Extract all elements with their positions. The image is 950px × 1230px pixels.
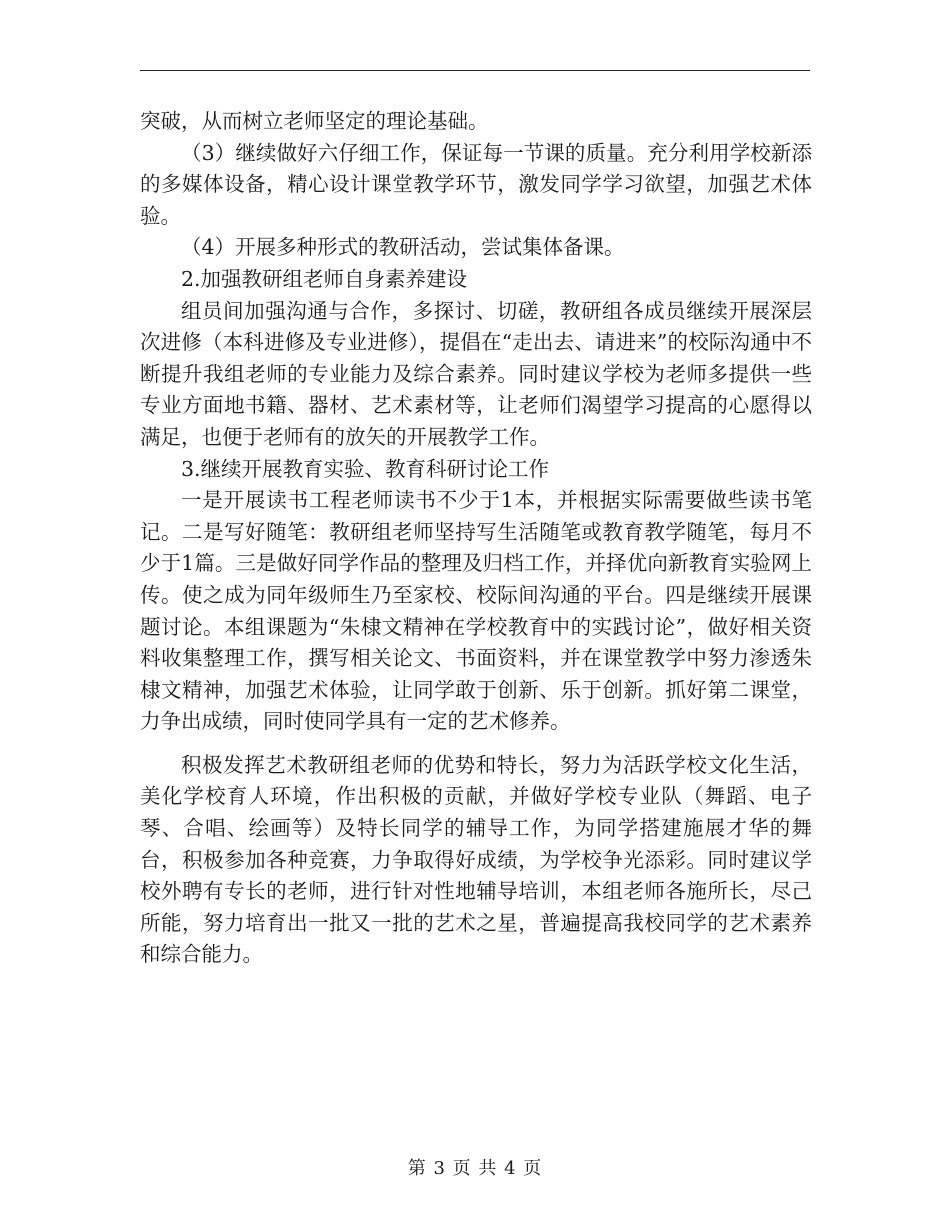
section-heading-2: 2.加强教研组老师自身素养建设 [181,266,468,291]
paragraph-section-3-body: 一是开展读书工程老师读书不少于1本，并根据实际需要做些读书笔记。二是写好随笔：教研组老师坚持写生活随笔或教育教学随笔，每月不少于1篇。三是做好同学作品的整理及归档工作，并择优向新教育实验网上传。使之成为同年级师生乃至家校、校际间沟通的平台。四是继续开展课题讨论。本组课题为“朱棣文精神在学校教育中的实践讨论”，做好相关资料收集整理工作，撰写相关论文、书面资料，并在课堂教学中努力渗透朱棣文精神，加强艺术体验，让同学敢于创新、乐于创新。抓好第二课堂，力争出成绩，同时使同学具有一定的艺术修养。 [140,488,812,734]
paragraph-closing: 积极发挥艺术教研组老师的优势和特长，努力为活跃学校文化生活，美化学校育人环境，作出积极的贡献，并做好学校专业队（舞蹈、电子琴、合唱、绘画等）及特长同学的辅导工作，为同学搭建施展才华的舞台，积极参加各种竞赛，力争取得好成绩，为学校争光添彩。同时建议学校外聘有专长的老师，进行针对性地辅导培训，本组老师各施所长，尽己所能，努力培育出一批又一批的艺术之星，普遍提高我校同学的艺术素养和综合能力。 [140,752,812,967]
paragraph-continuation: 突破，从而树立老师坚定的理论基础。 [140,109,489,133]
section-heading-3: 3.继续开展教育实验、教育科研讨论工作 [181,456,550,481]
page-number-footer: 第 3 页 共 4 页 [407,1158,543,1179]
header-rule [140,70,810,71]
paragraph-section-2-body: 组员间加强沟通与合作，多探讨、切磋，教研组各成员继续开展深层次进修（本科进修及专业进修），提倡在“走出去、请进来”的校际沟通中不断提升我组老师的专业能力及综合素养。同时建议学校为老师多提供一些专业方面地书籍、器材、艺术素材等，让老师们渴望学习提高的心愿得以满足，也便于老师有的放矢的开展教学工作。 [140,298,812,449]
document-body [140,106,812,971]
paragraph-item-4: （4）开展多种形式的教研活动，尝试集体备课。 [181,235,625,260]
paragraph-item-3: （3）继续做好六仔细工作，保证每一节课的质量。充分利用学校新添的多媒体设备，精心设计课堂教学环节，激发同学学习欲望，加强艺术体验。 [140,140,812,228]
